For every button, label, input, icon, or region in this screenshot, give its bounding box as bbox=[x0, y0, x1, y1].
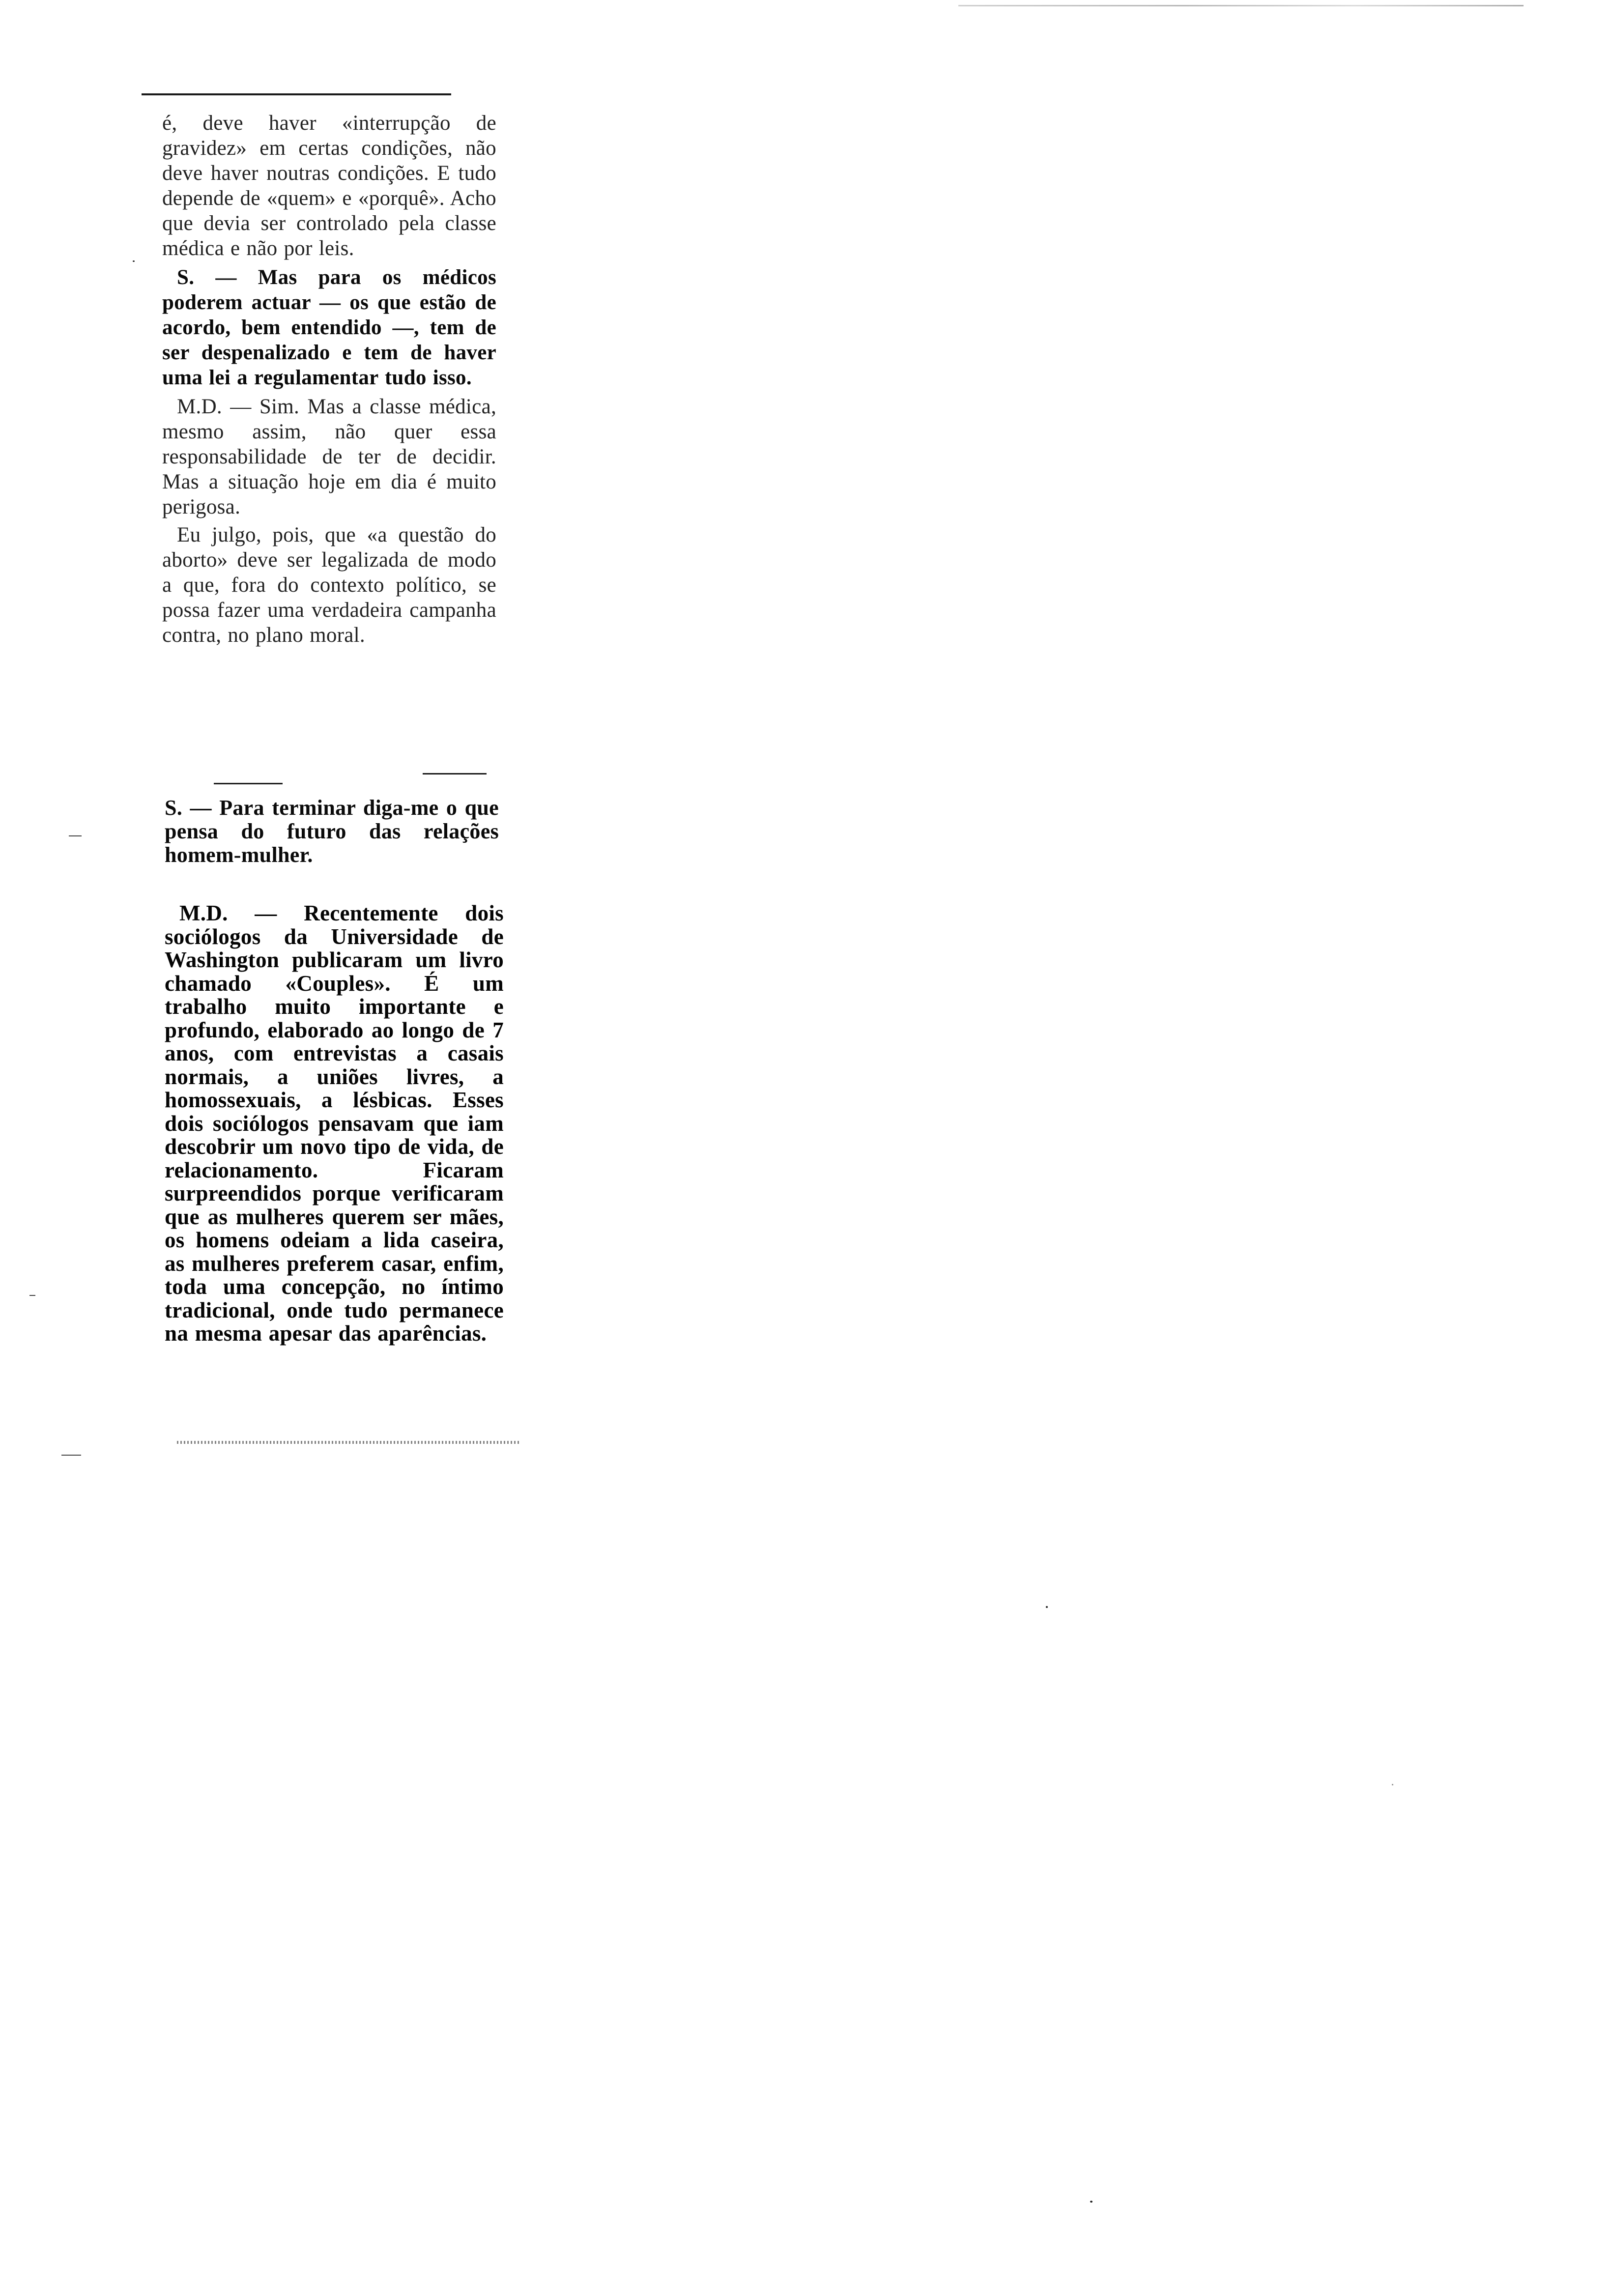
torn-bottom-edge bbox=[177, 1441, 521, 1444]
question-paragraph-2: S. — Para terminar diga-me o que pensa do futuro das relações homem-mulher. bbox=[165, 796, 499, 867]
question-paragraph-1: S. — Mas para os médicos poderem actuar — os que estão de acordo, bem entendido —, tem de ser despenalizado e tem de haver uma lei a regulamentar tudo isso. bbox=[162, 266, 496, 389]
answer-paragraph-1b: Eu julgo, pois, que «a questão do aborto» deve ser legalizada de modo a que, fora do contexto político, se possa fazer uma verdadeira campanha contra, no plano moral. bbox=[162, 523, 496, 647]
noise-dot bbox=[1392, 1784, 1393, 1785]
clipping-column-top bbox=[162, 111, 496, 648]
noise-dot bbox=[133, 260, 135, 262]
paragraph-answer-continued: é, deve haver «interrupção de gravidez» em certas condições, não deve haver noutras condições. E tudo depende de «quem» e «porquê». Acho que devia ser controlado pela classe médica e não por leis. bbox=[162, 112, 496, 260]
answer-paragraph-2: M.D. — Recentemente dois sociólogos da Universidade de Washington publicaram um livro chamado «Couples». É um trabalho muito importante e profundo, elaborado ao longo de 7 anos, com entrevistas a casais normais, a uniões livres, a homossexuais, a lésbicas. Esses dois sociólogos pensavam que iam descobrir um novo tipo de vida, de relacionamento. Ficaram surpreendidos porque verificaram que as mulheres querem ser mães, os homens odeiam a lida caseira, as mulheres preferem casar, enfim, toda uma concepção, no íntimo tradicional, onde tudo permanece na mesma apesar das aparências. bbox=[165, 901, 504, 1346]
noise-mark bbox=[29, 1295, 35, 1296]
noise-mark bbox=[61, 1455, 81, 1456]
scanner-edge-line bbox=[958, 5, 1524, 6]
noise-mark bbox=[69, 835, 82, 836]
noise-dot bbox=[1046, 1606, 1048, 1608]
clipping-question-block bbox=[165, 796, 499, 867]
answer-paragraph-1: M.D. — Sim. Mas a classe médica, mesmo assim, não quer essa responsabilidade de ter de decidir. Mas a situação hoje em dia é muito perigosa. bbox=[162, 395, 496, 518]
clipping-top-rule bbox=[142, 93, 451, 95]
noise-dot bbox=[1090, 2201, 1093, 2203]
separator-rule-left bbox=[214, 783, 283, 784]
clipping-answer-block bbox=[165, 902, 504, 1346]
separator-rule-right bbox=[423, 773, 487, 775]
